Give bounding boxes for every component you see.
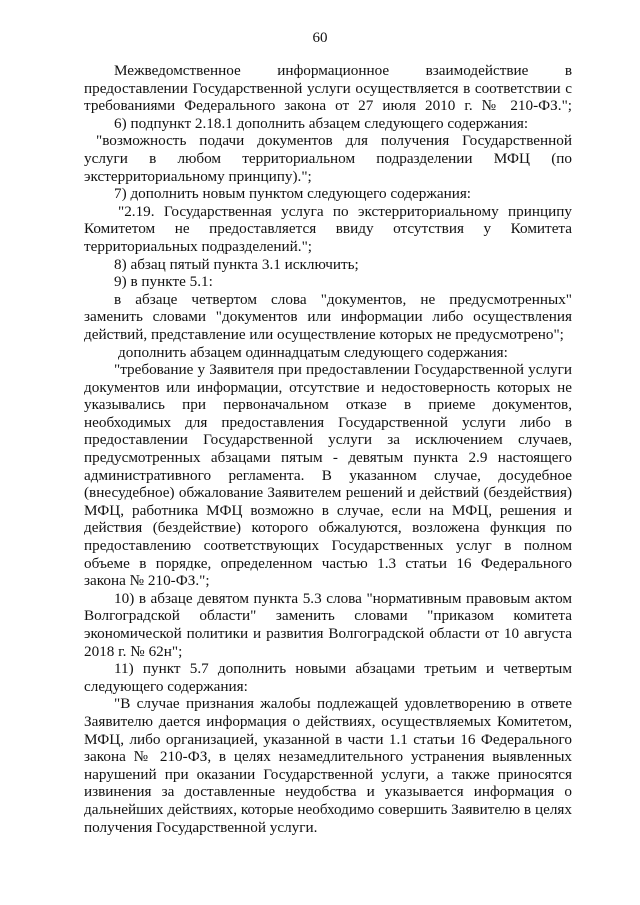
paragraph-item-7: 7) дополнить новым пунктом следующего содержания: bbox=[114, 185, 472, 203]
page-number: 60 bbox=[312, 30, 328, 46]
paragraph-item-9-b: дополнить абзацем одиннадцатым следующего содержания: bbox=[118, 343, 508, 361]
paragraph-quote-submission: "возможность подачи документов для получения Государственной услуги в любом территориальном подразделении МФЦ (по экстерриториальному принципу)."; bbox=[84, 132, 572, 185]
paragraph-item-11: 11) пункт 5.7 дополнить новыми абзацами третьим и четвертым следующего содержания: bbox=[84, 660, 572, 695]
paragraph-quote-requirement: "требование у Заявителя при предоставлении Государственной услуги документов или информации, отсутствие и недостоверность которых не указывались при первоначальном отказе в приеме документов, необходимых для предоставления Государственной услуги либо в предоставлении Государственной услуги за исключением случаев, предусмотренных абзацами пятым - девятым пункта 2.9 настоящего административного регламента. В указанном случае, досудебное (внесудебное) обжалование Заявителем решений и действий (бездействия) МФЦ, работника МФЦ возможно в случае, если на МФЦ, решения и действия (бездействие) которого обжалуются, возложена функция по предоставлению соответствующих Государственных услуг в полном объеме в порядке, определенном частью 1.3 статьи 16 Федерального закона № 210-ФЗ."; bbox=[84, 361, 572, 590]
paragraph-quote-complaint: "В случае признания жалобы подлежащей удовлетворению в ответе Заявителю дается информация о действиях, осуществляемых Комитетом, МФЦ, либо организацией, указанной в части 1.1 статьи 16 Федерального закона № 210-ФЗ, в целях незамедлительного устранения выявленных нарушений при оказании Государственной услуги, а также приносятся извинения за доставленные неудобства и указывается информация о дальнейших действиях, которые необходимо совершить Заявителю в целях получения Государственной услуги. bbox=[84, 695, 572, 836]
document-body bbox=[84, 62, 572, 836]
paragraph-item-9: 9) в пункте 5.1: bbox=[114, 273, 213, 291]
paragraph-interagency: Межведомственное информационное взаимодействие в предоставлении Государственной услуги осуществляется в соответствии с требованиями Федерального закона от 27 июля 2010 г. № 210-ФЗ."; bbox=[84, 62, 572, 115]
paragraph-item-8: 8) абзац пятый пункта 3.1 исключить; bbox=[114, 255, 359, 273]
paragraph-quote-2-19: "2.19. Государственная услуга по экстерриториальному принципу Комитетом не предоставляется ввиду отсутствия у Комитета территориальных подразделений."; bbox=[84, 202, 572, 255]
paragraph-item-6: 6) подпункт 2.18.1 дополнить абзацем следующего содержания: bbox=[114, 114, 529, 132]
paragraph-item-9-a: в абзаце четвертом слова "документов, не предусмотренных" заменить словами "документов или информации либо осуществления действий, представление или осуществление которых не предусмотрено"; bbox=[84, 290, 572, 343]
paragraph-item-10: 10) в абзаце девятом пункта 5.3 слова "нормативным правовым актом Волгоградской области" заменить словами "приказом комитета экономической политики и развития Волгоградской области от 10 августа 2018 г. № 62н"; bbox=[84, 589, 572, 660]
